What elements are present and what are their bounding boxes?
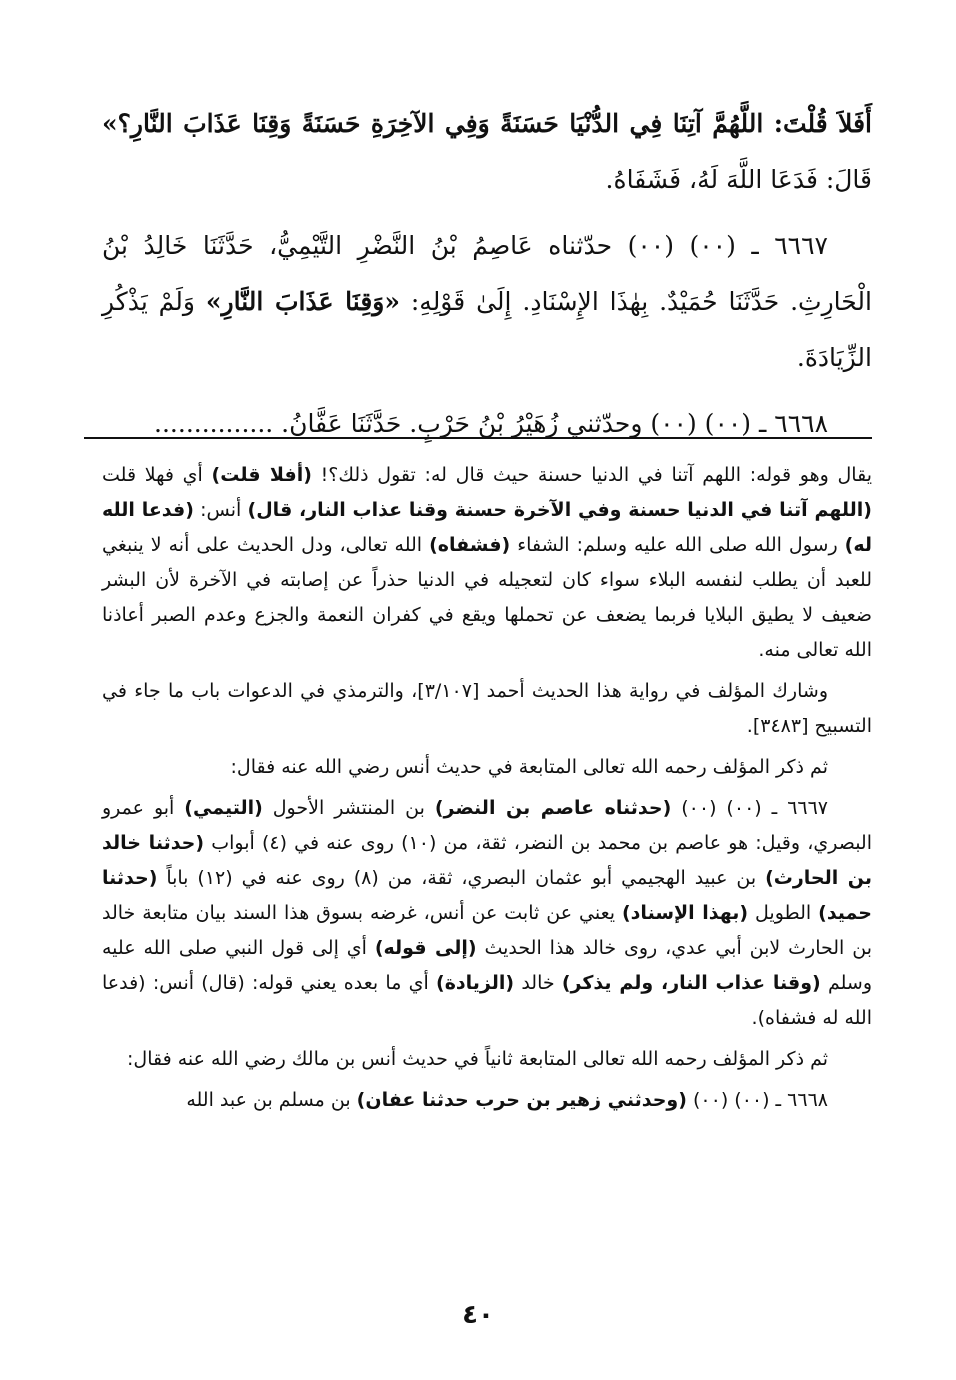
commentary-text: أي إلى قول النبي صلى الله عليه وسلم	[102, 937, 872, 994]
hadith-paragraph-1	[102, 96, 872, 208]
commentary-text: أي فهلا قلت	[102, 464, 212, 486]
hadith-text: ٦٦٦٧ ـ (٠٠) (٠٠) حدّثناه عَاصِمُ بْنُ النَّضْرِ التَّيْمِيُّ، حَدَّثَنَا خَالِدُ بْنُ الْحَارِثِ. حَدَّثَنَا حُمَيْدٌ. بِهٰذَا الإِسْنَادِ. إِلَىٰ قَوْلِهِ:	[102, 231, 872, 316]
hadith-text-block	[102, 96, 872, 452]
hadith-bold-text: «وَقِنَا عَذَابَ النَّارِ»	[205, 287, 400, 316]
commentary-text: الطويل	[748, 902, 819, 924]
commentary-text: يقال وهو قوله: اللهم آتنا في الدنيا حسنة حيث قال له: تقول ذلك؟!	[311, 464, 872, 486]
hadith-text: قَالَ: فَدَعَا اللَّهَ لَهُ، فَشَفَاهُ.	[605, 165, 872, 194]
commentary-paragraph-3: ثم ذكر المؤلف رحمه الله تعالى المتابعة في حديث أنس رضي الله عنه فقال:	[230, 756, 828, 778]
commentary-bold-text: (التيمي)	[184, 797, 263, 819]
commentary-paragraph-5: ثم ذكر المؤلف رحمه الله تعالى المتابعة ثانياً في حديث أنس بن مالك رضي الله عنه فقال:	[126, 1048, 828, 1070]
commentary-text: رسول الله صلى الله عليه وسلم: الشفاء	[510, 534, 845, 556]
commentary-text: أبو عمرو البصري، وقيل: هو عاصم بن محمد بن النضر، ثقة، من (١٠) روى عنه في (٤) أبواب	[102, 797, 873, 854]
commentary-bold-text: (فشفاه)	[429, 534, 511, 556]
commentary-text: أي ما بعده يعني قوله: (قال) أنس: (فدعا الله له فشفاه).	[102, 972, 872, 1029]
commentary-text: بن عبيد الهجيمي أبو عثمان البصري، ثقة، من (٨) روى عنه في (١٢) باباً	[157, 867, 766, 889]
hadith-text: وَلَمْ يَذْكُرِ الزِّيَادَةَ.	[102, 287, 872, 372]
commentary-paragraph-2: وشارك المؤلف في رواية هذا الحديث أحمد [٣/١٠٧]، والترمذي في الدعوات باب ما جاء في التسبيح [٣٤٨٣].	[102, 680, 872, 737]
commentary-paragraph-6	[102, 1083, 872, 1118]
commentary-text: بن المنتشر الأحول	[262, 797, 435, 819]
commentary-bold-text: (حدثنا حميد)	[102, 867, 872, 924]
commentary-bold-text: (فدعا الله له)	[102, 499, 872, 556]
commentary-text: أنس:	[193, 499, 248, 521]
commentary-text: ٦٦٦٧ ـ (٠٠) (٠٠)	[671, 797, 829, 819]
commentary-bold-text: (وقنا عذاب النار، ولم يذكر)	[561, 972, 821, 994]
commentary-bold-text: (إلى قوله)	[374, 937, 477, 959]
commentary-paragraph-4	[102, 791, 872, 1036]
footnote-divider	[84, 437, 872, 439]
hadith-paragraph-2	[102, 218, 872, 386]
commentary-text: الله تعالى، ودل الحديث على أنه لا ينبغي للعبد أن يطلب لنفسه البلاء سواء كان لتعجيله في الدنيا حذراً عن إصابته في الآخرة لأن البشر ضعيف لا يطيق البلايا فربما يضعف عن تحملها ويقع في كفران النعمة والجزع وعدم الصبر أعاذنا الله تعالى منه.	[102, 534, 872, 661]
commentary-bold-text: (حدثناه عاصم بن النضر)	[434, 797, 672, 819]
commentary-block	[102, 458, 872, 1118]
commentary-text: ٦٦٦٨ ـ (٠٠) (٠٠)	[686, 1089, 828, 1111]
hadith-paragraph-3: ٦٦٦٨ ـ (٠٠) (٠٠) وحدّثني زُهَيْرُ بْنُ حَرْبٍ. حَدَّثَنَا عَفَّانُ. ...............	[154, 409, 828, 438]
commentary-text: يعني عن ثابت عن أنس، غرضه بسوق هذا السند بيان متابعة خالد بن الحارث لابن أبي عدي، روى خالد هذا الحديث	[102, 902, 872, 959]
commentary-bold-text: (أفلا قلت)	[211, 464, 312, 486]
commentary-bold-text: (وحدثني زهير بن حرب حدثنا عفان)	[356, 1089, 687, 1111]
commentary-bold-text: (بهذا الإسناد)	[622, 902, 749, 924]
commentary-bold-text: (الزيادة)	[436, 972, 515, 994]
commentary-bold-text: (حدثنا خالد بن الحارث)	[102, 832, 872, 889]
page-number: ٤٠	[462, 1300, 494, 1330]
hadith-bold-text: أَفَلاَ قُلْتَ: اللَّهُمَّ آتِنَا فِي الدُّنْيَا حَسَنَةً وَفِي الآخِرَةِ حَسَنَةً وَقِنَا عَذَابَ النَّارِ؟»	[102, 109, 872, 138]
commentary-text: خالد	[514, 972, 562, 994]
commentary-bold-text: (اللهم آتنا في الدنيا حسنة وفي الآخرة حسنة وقنا عذاب النار، قال)	[247, 499, 872, 521]
commentary-paragraph-1	[102, 458, 872, 668]
commentary-text: بن مسلم بن عبد الله	[186, 1089, 357, 1111]
